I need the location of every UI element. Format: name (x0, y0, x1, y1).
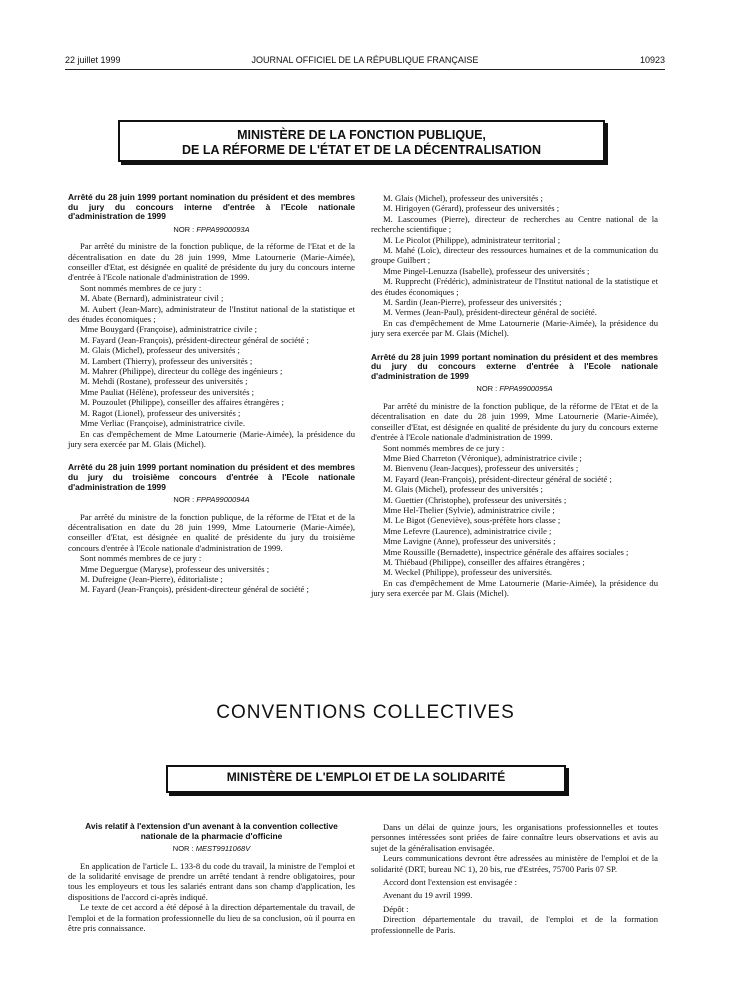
arrete2-intro: Par arrêté du ministre de la fonction publique, de la réforme de l'Etat et de la décentralisation en date du 28 juin 1999, Mme Latournerie (Marie-Aimée), conseiller d'Etat, est désignée en qualité de présidente du jury du troisième concours d'entrée à l'Ecole nationale d'administration de 1999. (68, 511, 355, 553)
avis-paragraph-1: En application de l'article L. 133-8 du code du travail, la ministre de l'emploi et de la solidarité envisage de prendre un arrêté tendant à rendre obligatoires, pour tous les employeurs et tous les salariés entrant dans son champ d'application, les dispositions de l'accord ci-après indiqué. (68, 860, 355, 902)
list-item: Mme Deguergue (Maryse), professeur des universités ; (80, 563, 270, 574)
nor-code: FPPA9900095A (499, 384, 553, 394)
column-right-bottom (371, 822, 658, 935)
avis-accord: Accord dont l'extension est envisagée : (383, 877, 517, 888)
list-item: M. Lambert (Thierry), professeur des universités ; (80, 355, 253, 366)
list-item: M. Pouzoulet (Philippe), conseiller des affaires étrangères ; (80, 397, 284, 408)
header-page-number: 10923 (639, 55, 665, 65)
avis-depot: Dépôt : (383, 903, 409, 914)
arrete1-nor (68, 225, 355, 235)
list-item: M. Ragot (Lionel), professeur des universités ; (80, 407, 241, 418)
list-item: Mme Roussille (Bernadette), inspectrice générale des affaires sociales ; (383, 546, 629, 557)
section-title-conventions: CONVENTIONS COLLECTIVES (216, 702, 515, 723)
list-item: M. Le Bigot (Geneviève), sous-préfète hors classe ; (383, 515, 561, 526)
header-journal-title: JOURNAL OFFICIEL DE LA RÉPUBLIQUE FRANÇAISE (251, 55, 479, 65)
list-item: M. Le Picolot (Philippe), administrateur territorial ; (383, 234, 561, 245)
ministry-fonction-publique-heading (118, 120, 605, 162)
list-item: Mme Bied Charreton (Véronique), administratrice civile ; (383, 452, 582, 463)
ministry-heading-line2: DE LA RÉFORME DE L'ÉTAT ET DE LA DÉCENTRALISATION (182, 143, 541, 157)
list-item: M. Bienvenu (Jean-Jacques), professeur des universités ; (383, 463, 579, 474)
arrete1-members-intro: Sont nommés membres de ce jury : (80, 282, 202, 293)
nor-code: MEST9911068V (195, 844, 251, 854)
nor-code: FPPA9900093A (196, 224, 250, 234)
arrete1-members-list (68, 293, 355, 428)
avis-paragraph-2: Le texte de cet accord a été déposé à la direction départementale du travail, de l'emploi et de la formation professionnelle du lieu de sa conclusion, où il pourra en être pris connaissance. (68, 902, 355, 934)
list-item: M. Fayard (Jean-François), président-directeur général de société ; (80, 334, 309, 345)
arrete3-closing: En cas d'empêchement de Mme Latournerie (Marie-Aimée), la présidence du jury sera exercée par M. Glais (Michel). (371, 577, 658, 599)
list-item: Mme Hel-Thelier (Sylvie), administratrice civile ; (383, 504, 555, 515)
ministry-heading-line1: MINISTÈRE DE LA FONCTION PUBLIQUE, (237, 128, 486, 142)
nor-label: NOR : (173, 495, 195, 505)
column-right-top (371, 193, 658, 599)
avis-paragraph-3: Dans un délai de quinze jours, les organisations professionnelles et toutes personnes intéressées sont priées de faire connaître leurs observations et avis au sujet de la généralisation envisagée. (371, 822, 658, 853)
nor-label: NOR : (173, 224, 195, 234)
arrete3-nor (371, 384, 658, 394)
list-item: M. Fayard (Jean-François), président-directeur général de société ; (383, 473, 612, 484)
list-item: M. Hirigoyen (Gérard), professeur des universités ; (383, 203, 560, 214)
avis-avenant: Avenant du 19 avril 1999. (383, 890, 473, 901)
list-item: M. Aubert (Jean-Marc), administrateur de l'Institut national de la statistique et des études économiques ; (68, 303, 355, 325)
list-item: M. Vermes (Jean-Paul), président-directeur général de société. (383, 307, 597, 318)
column-left-bottom (68, 822, 355, 933)
arrete1-closing: En cas d'empêchement de Mme Latournerie (Marie-Aimée), la présidence du jury sera exercée par M. Glais (Michel). (68, 428, 355, 449)
avis-direction: Direction départementale du travail, de l'emploi et de la formation professionnelle de Paris. (371, 914, 658, 935)
nor-label: NOR : (172, 844, 194, 854)
list-item: Mme Verliac (Françoise), administratrice civile. (80, 418, 245, 429)
arrete2-closing: En cas d'empêchement de Mme Latournerie (Marie-Aimée), la présidence du jury sera exercée par M. Glais (Michel). (371, 317, 658, 339)
arrete2-members-intro: Sont nommés membres de ce jury : (80, 553, 202, 564)
list-item: M. Glais (Michel), professeur des universités ; (80, 345, 240, 356)
list-item: M. Weckel (Philippe), professeur des universités. (383, 567, 553, 578)
list-item: M. Glais (Michel), professeur des universités ; (383, 193, 543, 203)
list-item: M. Guettier (Christophe), professeur des universités ; (383, 494, 567, 505)
list-item: M. Mahé (Loïc), directeur des ressources humaines et de la communication du groupe Guilbert ; (371, 245, 658, 266)
list-item: M. Mehdi (Rostane), professeur des universités ; (80, 376, 248, 387)
ministry-emploi-heading: MINISTÈRE DE L'EMPLOI ET DE LA SOLIDARITÉ (166, 765, 566, 793)
list-item: Mme Lavigne (Anne), professeur des universités ; (383, 536, 556, 547)
avis-paragraph-4: Leurs communications devront être adressées au ministère de l'emploi et de la solidarité (DRT, bureau NC 1), 20 bis, rue d'Estrées, 75700 Paris 07 SP. (371, 853, 658, 874)
arrete3-members-intro: Sont nommés membres de ce jury : (383, 442, 505, 453)
header-date: 22 juillet 1999 (65, 55, 121, 65)
list-item: M. Rupprecht (Frédéric), administrateur de l'Institut national de la statistique et des études économiques ; (371, 276, 658, 297)
nor-label: NOR : (476, 384, 498, 394)
list-item: M. Fayard (Jean-François), président-directeur général de société ; (80, 584, 309, 595)
nor-code: FPPA9900094A (196, 495, 250, 505)
list-item: M. Glais (Michel), professeur des universités ; (383, 484, 543, 495)
column-left-top (68, 193, 355, 595)
list-item: M. Thiébaud (Philippe), conseiller des affaires étrangères ; (383, 556, 585, 567)
list-item: M. Mahrer (Philippe), directeur du collège des ingénieurs ; (80, 366, 283, 377)
arrete1-intro: Par arrêté du ministre de la fonction publique, de la réforme de l'Etat et de la décentralisation en date du 28 juin 1999, Mme Latournerie (Marie-Aimée), conseiller d'Etat, est désignée en qualité de présidente du jury du concours interne d'entrée à l'Ecole nationale d'administration de 1999. (68, 241, 355, 283)
avis-nor (68, 844, 355, 854)
list-item: Mme Bouygard (Françoise), administratrice civile ; (80, 324, 258, 335)
arrete3-intro: Par arrêté du ministre de la fonction publique, de la réforme de l'Etat et de la décentralisation en date du 28 juin 1999, Mme Latournerie (Marie-Aimée), conseiller d'Etat, est désignée en qualité de présidente du jury du concours externe d'entrée à l'Ecole nationale d'administration de 1999. (371, 400, 658, 443)
list-item: Mme Pauliat (Hélène), professeur des universités ; (80, 386, 254, 397)
list-item: M. Abate (Bernard), administrateur civil ; (80, 293, 224, 304)
list-item: M. Lascoumes (Pierre), directeur de recherches au Centre national de la recherche scientifique ; (371, 213, 658, 235)
list-item: M. Sardin (Jean-Pierre), professeur des universités ; (383, 297, 562, 308)
arrete1-title: Arrêté du 28 juin 1999 portant nomination du président et des membres du jury du concours interne d'entrée à l'Ecole nationale d'administration de 1999 (68, 192, 355, 222)
arrete2-nor (68, 495, 355, 505)
arrete3-title: Arrêté du 28 juin 1999 portant nomination du président et des membres du jury du concours externe d'entrée à l'Ecole nationale d'administration de 1999 (371, 351, 658, 381)
arrete3-members-list (371, 453, 658, 578)
list-item: Mme Lefevre (Laurence), administratrice civile ; (383, 525, 552, 536)
list-item: M. Dufreigne (Jean-Pierre), éditorialiste ; (80, 573, 223, 584)
list-item: Mme Pingel-Lenuzza (Isabelle), professeur des universités ; (383, 265, 590, 276)
page-header (65, 55, 665, 70)
arrete2-title: Arrêté du 28 juin 1999 portant nomination du président et des membres du jury du troisième concours d'entrée à l'Ecole nationale d'administration de 1999 (68, 462, 355, 492)
avis-title: Avis relatif à l'extension d'un avenant à la convention collective nationale de la pharmacie d'officine (85, 821, 338, 841)
